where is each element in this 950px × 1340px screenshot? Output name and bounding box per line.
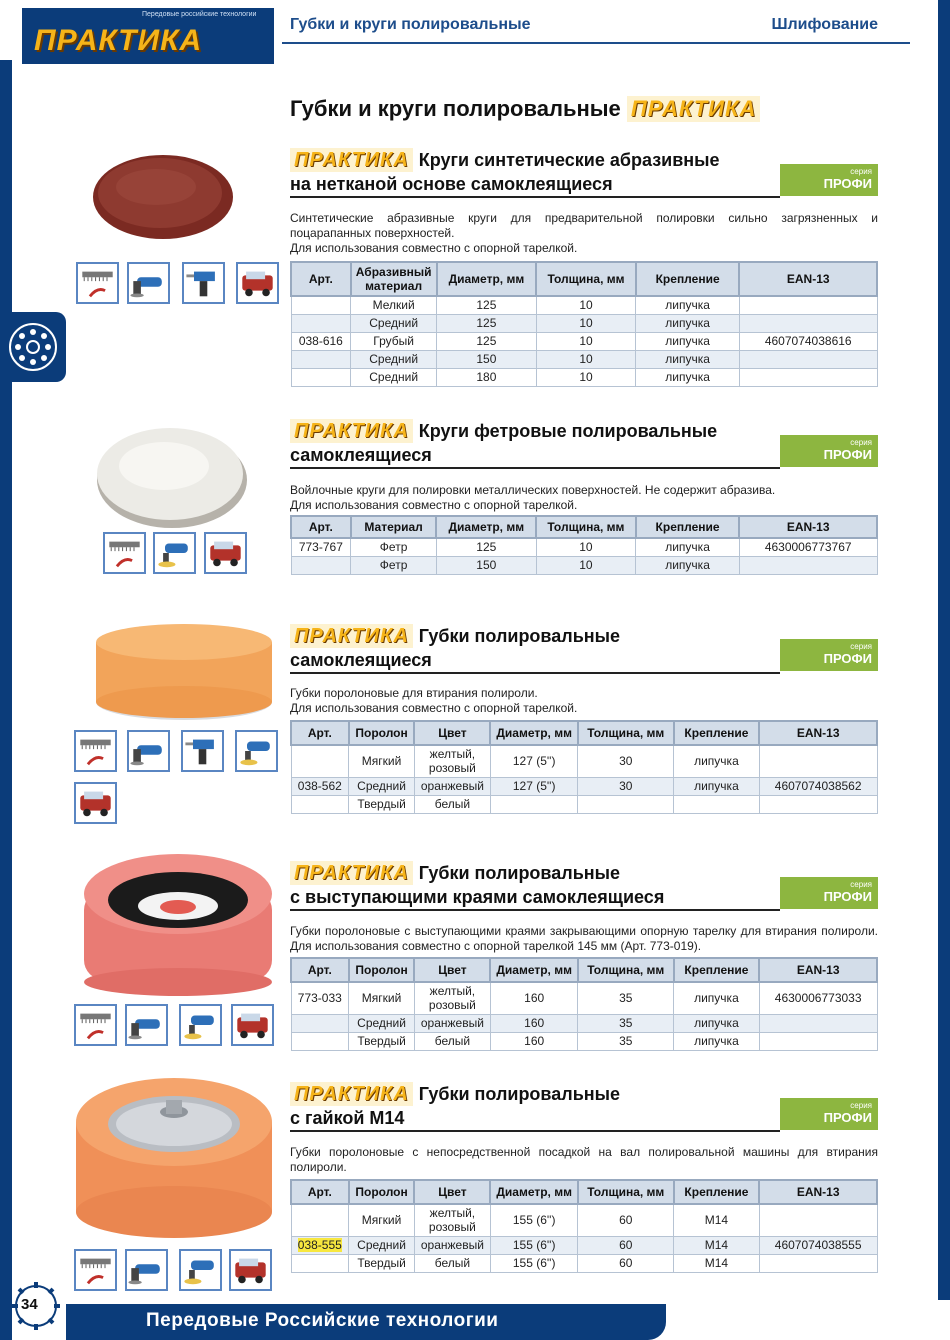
product-5-title-line2: с гайкой М14 bbox=[290, 1108, 405, 1128]
cell bbox=[291, 745, 349, 777]
cell: Фетр bbox=[351, 538, 437, 556]
brand-logo bbox=[22, 8, 274, 64]
cell: 038-616 bbox=[291, 332, 351, 350]
col-header: Толщина, мм bbox=[578, 958, 674, 982]
product-4-description bbox=[290, 924, 878, 954]
cell: 150 bbox=[436, 556, 536, 574]
cell: 60 bbox=[578, 1254, 674, 1272]
col-header: Крепление bbox=[674, 721, 760, 745]
polisher-icon bbox=[179, 1249, 222, 1291]
cell: оранжевый bbox=[414, 1236, 490, 1254]
cell: липучка bbox=[636, 332, 740, 350]
car-icon bbox=[204, 532, 247, 574]
cell: 35 bbox=[578, 982, 674, 1014]
cell bbox=[291, 1032, 349, 1050]
cell: оранжевый bbox=[414, 777, 490, 795]
product-2-heading bbox=[290, 419, 780, 469]
abrasive-disc-image bbox=[88, 145, 238, 250]
cell bbox=[759, 1014, 877, 1032]
badge-series-name: ПРОФИ bbox=[823, 651, 872, 666]
product-4-desc-text: Губки поролоновые с выступающими краями закрывающими опорную тарелку для втирания полироли. Для использования совместно с опорной тарелкой 145 мм (Арт. 773-019). bbox=[290, 924, 878, 953]
cell bbox=[739, 368, 877, 386]
col-header: EAN-13 bbox=[759, 1180, 877, 1204]
drill-icon bbox=[182, 262, 225, 304]
product-3-series-badge bbox=[780, 639, 878, 671]
cell: желтый, розовый bbox=[414, 745, 490, 777]
table-row bbox=[291, 777, 877, 795]
cell: 60 bbox=[578, 1204, 674, 1236]
cell: Средний bbox=[351, 314, 437, 332]
cell: 180 bbox=[437, 368, 537, 386]
cell: 10 bbox=[536, 556, 636, 574]
thread-attach-icon bbox=[74, 1249, 117, 1291]
table-row bbox=[291, 795, 877, 813]
cell bbox=[759, 1254, 877, 1272]
badge-series-label: серия bbox=[850, 438, 872, 447]
cell bbox=[291, 556, 351, 574]
cell: Фетр bbox=[351, 556, 437, 574]
cell: 160 bbox=[490, 982, 578, 1014]
cell: липучка bbox=[674, 1014, 760, 1032]
product-5-series-badge bbox=[780, 1098, 878, 1130]
product-2-title-line1: Круги фетровые полировальные bbox=[418, 421, 718, 441]
product-4-title-line1: Губки полировальные bbox=[418, 863, 621, 883]
col-header: Толщина, мм bbox=[578, 1180, 674, 1204]
cell: 150 bbox=[437, 350, 537, 368]
cell bbox=[291, 1254, 349, 1272]
cell: Твердый bbox=[349, 1254, 415, 1272]
table-row bbox=[291, 556, 877, 574]
product-4-series-badge bbox=[780, 877, 878, 909]
product-4-table bbox=[290, 957, 878, 1051]
col-header: Крепление bbox=[674, 958, 760, 982]
cell: липучка bbox=[674, 777, 760, 795]
product-1-title-line1: Круги синтетические абразивные bbox=[418, 150, 720, 170]
product-3-desc-text: Губки поролоновые для втирания полироли. bbox=[290, 686, 538, 700]
table-row bbox=[291, 332, 877, 350]
product-2-brand: ПРАКТИКА bbox=[290, 419, 413, 443]
cell: Средний bbox=[349, 777, 415, 795]
cell: 125 bbox=[437, 332, 537, 350]
product-5-brand: ПРАКТИКА bbox=[290, 1082, 413, 1106]
header-title: Губки и круги полировальные bbox=[290, 16, 531, 33]
product-1-desc-text2: Для использования совместно с опорной тарелкой. bbox=[290, 241, 578, 255]
cell bbox=[291, 795, 349, 813]
cell bbox=[759, 1204, 877, 1236]
edged-foam-sponge-image bbox=[78, 850, 278, 1005]
cell: липучка bbox=[636, 538, 740, 556]
velcro-attach-icon bbox=[74, 730, 117, 772]
product-1-series-badge bbox=[780, 164, 878, 196]
product-5-description bbox=[290, 1145, 878, 1175]
cell: 10 bbox=[536, 296, 636, 314]
cell bbox=[291, 314, 351, 332]
cell: 4607074038555 bbox=[759, 1236, 877, 1254]
side-tab-grinding[interactable] bbox=[0, 312, 66, 382]
header-section: Шлифование bbox=[771, 16, 878, 33]
product-5-title-line1: Губки полировальные bbox=[418, 1084, 621, 1104]
cell: 125 bbox=[437, 296, 537, 314]
cell: Средний bbox=[351, 350, 437, 368]
badge-series-label: серия bbox=[850, 167, 872, 176]
cell: 155 (6'') bbox=[490, 1236, 578, 1254]
logo-tagline: Передовые российские технологии bbox=[142, 11, 257, 18]
velcro-attach-icon bbox=[76, 262, 119, 304]
cell: 4630006773767 bbox=[739, 538, 877, 556]
page-title-text: Губки и круги полировальные bbox=[290, 96, 621, 121]
cell: Твердый bbox=[349, 795, 415, 813]
table-row bbox=[291, 314, 877, 332]
table-row bbox=[291, 1014, 877, 1032]
cell bbox=[291, 350, 351, 368]
cell bbox=[490, 795, 578, 813]
product-1-brand: ПРАКТИКА bbox=[290, 148, 413, 172]
cell: белый bbox=[414, 1032, 490, 1050]
product-1-heading bbox=[290, 148, 780, 198]
cell: 038-562 bbox=[291, 777, 349, 795]
col-header: Поролон bbox=[349, 958, 415, 982]
cell: 10 bbox=[536, 350, 636, 368]
cell: 35 bbox=[578, 1014, 674, 1032]
cell: белый bbox=[414, 1254, 490, 1272]
product-2-table bbox=[290, 515, 878, 575]
table-row bbox=[291, 1204, 877, 1236]
velcro-attach-icon bbox=[74, 1004, 117, 1046]
header-divider bbox=[282, 42, 910, 44]
cell bbox=[739, 296, 877, 314]
logo-brand-text: ПРАКТИКА bbox=[34, 24, 203, 57]
cell bbox=[291, 1204, 349, 1236]
product-3-desc-text2: Для использования совместно с опорной тарелкой. bbox=[290, 701, 578, 715]
table-row bbox=[291, 745, 877, 777]
cell bbox=[739, 556, 877, 574]
cell: М14 bbox=[674, 1254, 760, 1272]
cell: липучка bbox=[674, 745, 760, 777]
polisher-icon bbox=[179, 1004, 222, 1046]
col-header: EAN-13 bbox=[739, 516, 877, 538]
cell bbox=[578, 795, 674, 813]
polisher-icon bbox=[235, 730, 278, 772]
cell: 10 bbox=[536, 332, 636, 350]
cell: Средний bbox=[351, 368, 437, 386]
polisher-icon bbox=[153, 532, 196, 574]
product-3-description bbox=[290, 686, 878, 716]
col-header: Поролон bbox=[349, 721, 415, 745]
product-1-description bbox=[290, 211, 878, 256]
cell: Мягкий bbox=[349, 1204, 415, 1236]
cell: липучка bbox=[674, 1032, 760, 1050]
col-header: Материал bbox=[351, 516, 437, 538]
table-row bbox=[291, 1236, 877, 1254]
cell bbox=[739, 350, 877, 368]
cell bbox=[674, 795, 760, 813]
cell: 4607074038616 bbox=[739, 332, 877, 350]
cell: 127 (5'') bbox=[490, 777, 578, 795]
angle-grinder-icon bbox=[127, 262, 170, 304]
product-2-desc-text: Войлочные круги для полировки металлических поверхностей. Не содержит абразива. bbox=[290, 483, 776, 497]
product-3-title-line2: самоклеящиеся bbox=[290, 650, 432, 670]
cell: Твердый bbox=[349, 1032, 415, 1050]
highlighted-article: 038-555 bbox=[297, 1238, 342, 1252]
cell: 155 (6'') bbox=[490, 1204, 578, 1236]
cell bbox=[759, 1032, 877, 1050]
product-1-title-line2: на нетканой основе самоклеящиеся bbox=[290, 174, 613, 194]
cell: 4607074038562 bbox=[759, 777, 877, 795]
page-title-brand: ПРАКТИКА bbox=[627, 96, 760, 122]
product-3-brand: ПРАКТИКА bbox=[290, 624, 413, 648]
sanding-disc-icon bbox=[6, 320, 60, 374]
col-header: Толщина, мм bbox=[578, 721, 674, 745]
cell bbox=[739, 314, 877, 332]
cell: 30 bbox=[578, 745, 674, 777]
cell: 10 bbox=[536, 314, 636, 332]
drill-icon bbox=[181, 730, 224, 772]
cell bbox=[291, 368, 351, 386]
badge-series-name: ПРОФИ bbox=[823, 889, 872, 904]
col-header: Цвет bbox=[414, 721, 490, 745]
col-header: Абразивный материал bbox=[351, 262, 437, 296]
table-row bbox=[291, 538, 877, 556]
left-edge-stripe bbox=[0, 60, 12, 1340]
car-icon bbox=[229, 1249, 272, 1291]
angle-grinder-icon bbox=[125, 1004, 168, 1046]
cell bbox=[291, 296, 351, 314]
cell bbox=[759, 795, 877, 813]
col-header: Диаметр, мм bbox=[490, 1180, 578, 1204]
table-row bbox=[291, 350, 877, 368]
right-edge-stripe bbox=[938, 0, 950, 1300]
page-title bbox=[290, 96, 760, 122]
col-header: Арт. bbox=[291, 958, 349, 982]
m14-foam-sponge-image bbox=[72, 1072, 276, 1245]
cell: 60 bbox=[578, 1236, 674, 1254]
cell: липучка bbox=[636, 350, 740, 368]
cell: 10 bbox=[536, 368, 636, 386]
col-header: Диаметр, мм bbox=[437, 262, 537, 296]
col-header: Цвет bbox=[414, 958, 490, 982]
table-row bbox=[291, 1254, 877, 1272]
product-3-heading bbox=[290, 624, 780, 674]
cell: 127 (5'') bbox=[490, 745, 578, 777]
cell: Мягкий bbox=[349, 982, 415, 1014]
cell: липучка bbox=[674, 982, 760, 1014]
col-header: Толщина, мм bbox=[536, 516, 636, 538]
product-5-table bbox=[290, 1179, 878, 1273]
col-header: EAN-13 bbox=[759, 721, 877, 745]
product-1-desc-text: Синтетические абразивные круги для предварительной полировки сильно загрязненных и поцарапанных поверхностей. bbox=[290, 211, 878, 240]
cell: 125 bbox=[436, 538, 536, 556]
cell: Грубый bbox=[351, 332, 437, 350]
cell: 30 bbox=[578, 777, 674, 795]
cell: Мелкий bbox=[351, 296, 437, 314]
cell bbox=[291, 1236, 349, 1254]
car-icon bbox=[236, 262, 279, 304]
col-header: Диаметр, мм bbox=[490, 721, 578, 745]
col-header: Крепление bbox=[636, 516, 740, 538]
product-4-heading bbox=[290, 861, 780, 911]
cell: 155 (6'') bbox=[490, 1254, 578, 1272]
cell: 4630006773033 bbox=[759, 982, 877, 1014]
cell: Средний bbox=[349, 1014, 415, 1032]
cell: 10 bbox=[536, 538, 636, 556]
badge-series-label: серия bbox=[850, 880, 872, 889]
cell: оранжевый bbox=[414, 1014, 490, 1032]
cell bbox=[759, 745, 877, 777]
cell: М14 bbox=[674, 1236, 760, 1254]
cell: 773-033 bbox=[291, 982, 349, 1014]
col-header: Поролон bbox=[349, 1180, 415, 1204]
car-icon bbox=[74, 782, 117, 824]
cell: желтый, розовый bbox=[414, 982, 490, 1014]
col-header: Диаметр, мм bbox=[490, 958, 578, 982]
product-4-title-line2: с выступающими краями самоклеящиеся bbox=[290, 887, 665, 907]
cell: Средний bbox=[349, 1236, 415, 1254]
cell: 125 bbox=[437, 314, 537, 332]
cell: 160 bbox=[490, 1014, 578, 1032]
footer-slogan: Передовые Российские технологии bbox=[146, 1310, 499, 1331]
felt-disc-image bbox=[92, 416, 252, 539]
car-icon bbox=[231, 1004, 274, 1046]
product-2-desc-text2: Для использования совместно с опорной тарелкой. bbox=[290, 498, 578, 512]
cell: 160 bbox=[490, 1032, 578, 1050]
cell: липучка bbox=[636, 368, 740, 386]
cell: М14 bbox=[674, 1204, 760, 1236]
product-4-brand: ПРАКТИКА bbox=[290, 861, 413, 885]
angle-grinder-icon bbox=[127, 730, 170, 772]
product-5-desc-text: Губки поролоновые с непосредственной посадкой на вал полировальной машины для втирания полироли. bbox=[290, 1145, 878, 1174]
product-2-description bbox=[290, 483, 878, 513]
cell: желтый, розовый bbox=[414, 1204, 490, 1236]
badge-series-name: ПРОФИ bbox=[823, 176, 872, 191]
cell: липучка bbox=[636, 314, 740, 332]
page-number: 34 bbox=[21, 1296, 38, 1313]
table-row bbox=[291, 368, 877, 386]
col-header: Арт. bbox=[291, 262, 351, 296]
product-3-table bbox=[290, 720, 878, 814]
col-header: EAN-13 bbox=[739, 262, 877, 296]
table-row bbox=[291, 1032, 877, 1050]
badge-series-label: серия bbox=[850, 1101, 872, 1110]
col-header: Диаметр, мм bbox=[436, 516, 536, 538]
col-header: Толщина, мм bbox=[536, 262, 636, 296]
col-header: Арт. bbox=[291, 516, 351, 538]
cell: белый bbox=[414, 795, 490, 813]
col-header: Крепление bbox=[636, 262, 740, 296]
product-5-heading bbox=[290, 1082, 780, 1132]
cell: 35 bbox=[578, 1032, 674, 1050]
table-row bbox=[291, 296, 877, 314]
badge-series-name: ПРОФИ bbox=[823, 447, 872, 462]
col-header: Крепление bbox=[674, 1180, 760, 1204]
col-header: Арт. bbox=[291, 1180, 349, 1204]
cell: липучка bbox=[636, 556, 740, 574]
product-1-table bbox=[290, 261, 878, 387]
badge-series-label: серия bbox=[850, 642, 872, 651]
angle-grinder-icon bbox=[125, 1249, 168, 1291]
cell: Мягкий bbox=[349, 745, 415, 777]
foam-sponge-image bbox=[92, 622, 276, 727]
col-header: Арт. bbox=[291, 721, 349, 745]
table-row bbox=[291, 982, 877, 1014]
col-header: Цвет bbox=[414, 1180, 490, 1204]
product-2-title-line2: самоклеящиеся bbox=[290, 445, 432, 465]
cell: липучка bbox=[636, 296, 740, 314]
cell bbox=[291, 1014, 349, 1032]
badge-series-name: ПРОФИ bbox=[823, 1110, 872, 1125]
cell: 773-767 bbox=[291, 538, 351, 556]
product-2-series-badge bbox=[780, 435, 878, 467]
product-3-title-line1: Губки полировальные bbox=[418, 626, 621, 646]
velcro-attach-icon bbox=[103, 532, 146, 574]
col-header: EAN-13 bbox=[759, 958, 877, 982]
